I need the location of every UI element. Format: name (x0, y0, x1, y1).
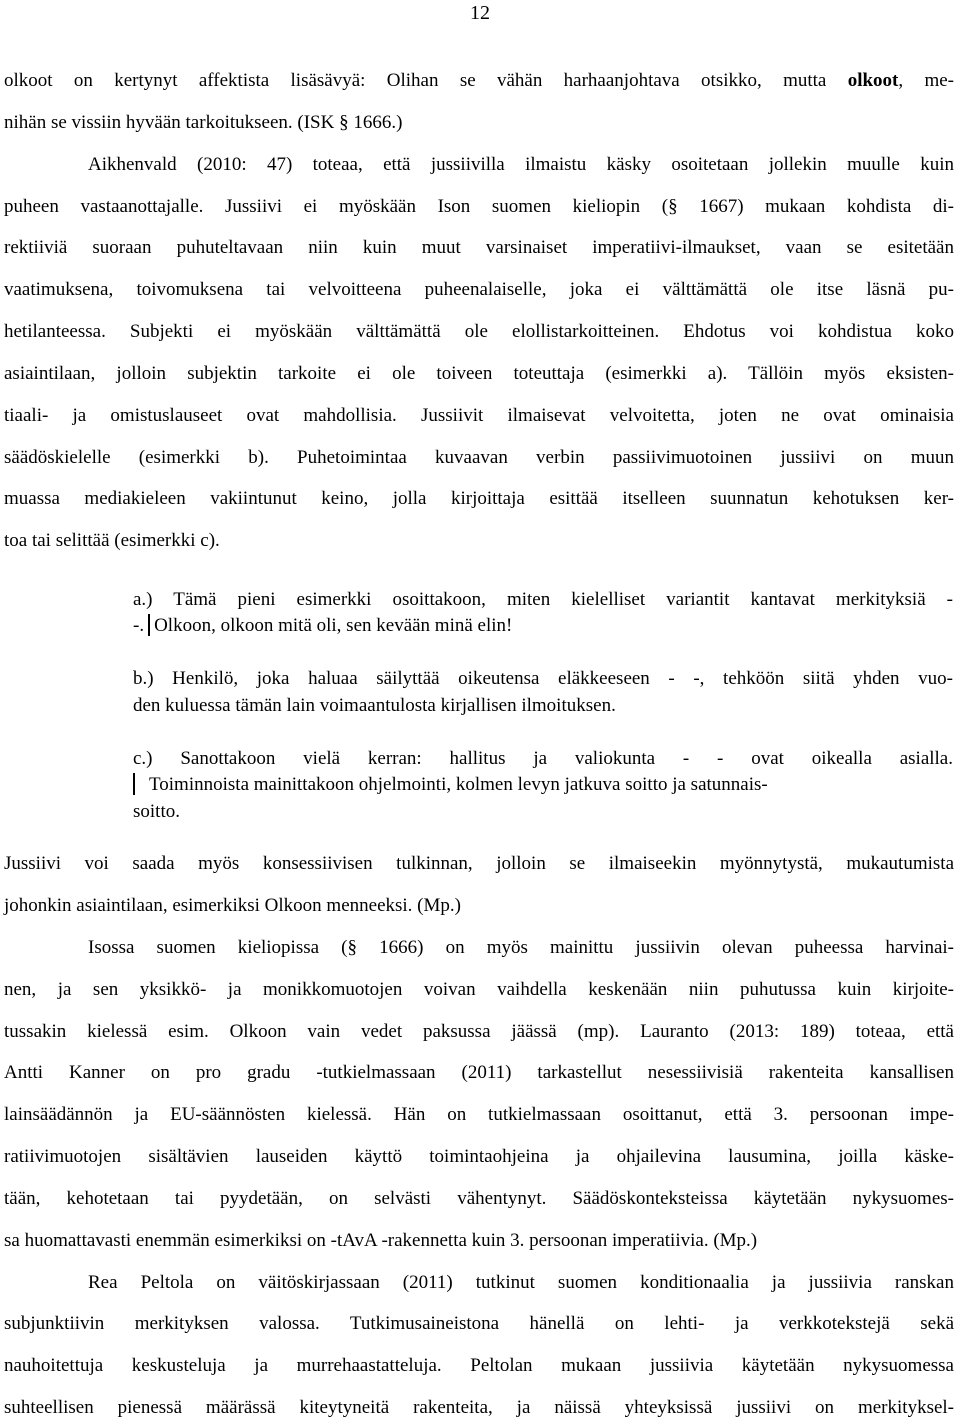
text-line: Isossa suomen kieliopissa (§ 1666) on myös mainittu jussiivin olevan puheessa harvinai- (88, 937, 954, 958)
text-line: nauhoitettuja keskusteluja ja murrehaastatteluja. Peltolan mukaan jussiivia käytetään nykysuomessa (4, 1355, 954, 1376)
text-line: sa huomattavasti enemmän esimerkiksi on -tAvA -rakennetta kuin 3. persoonan imperatiivia. (Mp.) (4, 1230, 758, 1251)
text-line: Jussiivi voi saada myös konsessiivisen tulkinnan, jolloin se ilmaiseekin myönnytystä, mukautumista (4, 853, 954, 874)
quote-bar (148, 614, 150, 636)
text-line: lainsäädännön ja EU-säännösten kielessä. Hän on tutkielmassaan osoittanut, että 3. persoonan impe- (4, 1104, 954, 1125)
text-line (4, 69, 954, 93)
example-a-line (133, 614, 953, 638)
quote-bar (133, 773, 135, 795)
text-line: säädöskielelle (esimerkki b). Puhetoimintaa kuvaavan verbin passiivimuotoinen jussiivi on muun (4, 447, 954, 468)
text-line: Rea Peltola on väitöskirjassaan (2011) tutkinut suomen konditionaalia ja jussiivia ranskan (88, 1272, 954, 1293)
text-segment: , me- (898, 70, 954, 91)
text-line: vaatimuksena, toivomuksena tai velvoitteena puheenalaiselle, joka ei välttämättä ole itse läsnä pu- (4, 279, 954, 300)
text-line: asiaintilaan, jolloin subjektin tarkoite ei ole toiveen toteuttaja (esimerkki a). Tällöin myös eksisten- (4, 363, 954, 384)
text-segment: Olkoon, olkoon mitä oli, sen kevään minä elin! (154, 615, 513, 636)
example-b-line: den kuluessa tämän lain voimaantulosta kirjallisen ilmoituksen. (133, 695, 616, 716)
text-line: tään, kehotetaan tai pyydetään, on selvästi vähentynyt. Säädöskonteksteissa käytetään nykysuomes- (4, 1188, 954, 1209)
example-b-line: b.) Henkilö, joka haluaa säilyttää oikeutensa eläkkeeseen - -, tehköön siitä yhden vuo- (133, 668, 953, 689)
text-segment: Toiminnoista mainittakoon ohjelmointi, kolmen levyn jatkuva soitto ja satunnais- (149, 774, 768, 795)
text-line: Aikhenvald (2010: 47) toteaa, että jussiivilla ilmaistu käsky osoitetaan jollekin muulle kuin (88, 154, 954, 175)
text-segment: -. (133, 615, 145, 636)
text-line: nen, ja sen yksikkö- ja monikkomuotojen voivan vaihdella keskenään niin puhutussa kuin kirjoite- (4, 979, 954, 1000)
text-line: suhteellisen pienessä määrässä kiteytyneitä rakenteita, ja näissä yhteyksissä jussiivi on merkityksel- (4, 1397, 954, 1418)
text-line: tiaali- ja omistuslauseet ovat mahdollisia. Jussiivit ilmaisevat velvoitetta, joten ne ovat ominaisia (4, 405, 954, 426)
text-line: subjunktiivin merkityksen valossa. Tutkimusaineistona hänellä on lehti- ja verkkotekstejä sekä (4, 1313, 954, 1334)
text-line: ratiivimuotojen sisältävien lauseiden käyttö toimintaohjeina ja ohjailevina lausumina, joilla käske- (4, 1146, 954, 1167)
text-line: puheen vastaanottajalle. Jussiivi ei myöskään Ison suomen kieliopin (§ 1667) mukaan kohdista di- (4, 196, 954, 217)
text-segment: olkoot on kertynyt affektista lisäsävyä: Olihan se vähän harhaanjohtava otsikko, mutta (4, 70, 848, 91)
example-a-line: a.) Tämä pieni esimerkki osoittakoon, miten kielelliset variantit kantavat merkityksiä - (133, 589, 953, 610)
example-c-line: c.) Sanottakoon vielä kerran: hallitus ja valiokunta - - ovat oikealla asialla. (133, 748, 953, 769)
text-line: toa tai selittää (esimerkki c). (4, 530, 220, 551)
text-line: johonkin asiaintilaan, esimerkiksi Olkoon menneeksi. (Mp.) (4, 895, 461, 916)
example-c-line: soitto. (133, 801, 180, 822)
text-line: nihän se vissiin hyvään tarkoitukseen. (ISK § 1666.) (4, 112, 403, 133)
text-line: Antti Kanner on pro gradu -tutkielmassaan (2011) tarkastellut nesessiivisiä rakenteita kansallisen (4, 1062, 954, 1083)
page-number: 12 (470, 2, 490, 24)
bold-term: olkoot (847, 70, 899, 91)
text-line: muassa mediakieleen vakiintunut keino, jolla kirjoittaja esittää itselleen suunnatun kehotuksen ker- (4, 488, 954, 509)
example-c-line (133, 773, 953, 797)
text-line: rektiiviä suoraan puhuteltavaan niin kuin muut varsinaiset imperatiivi-ilmaukset, vaan se esitetään (4, 237, 954, 258)
text-line: tussakin kielessä esim. Olkoon vain vedet paksussa jäässä (mp). Lauranto (2013: 189) toteaa, että (4, 1021, 954, 1042)
text-line: hetilanteessa. Subjekti ei myöskään välttämättä ole elollistarkoitteinen. Ehdotus voi kohdistua koko (4, 321, 954, 342)
